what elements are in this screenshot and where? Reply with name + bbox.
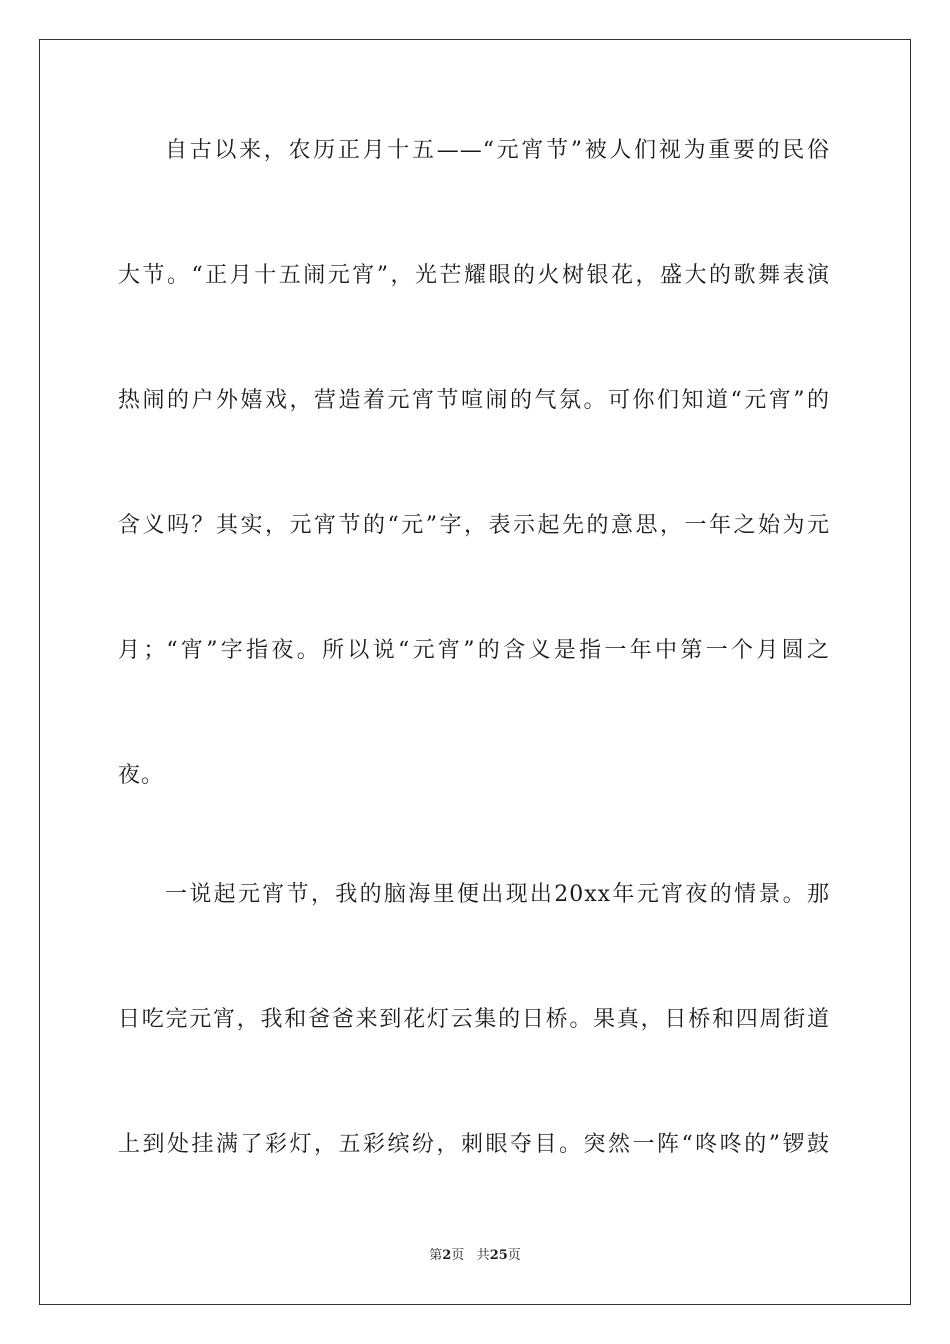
paragraph-1-line-6: 夜。	[118, 763, 165, 788]
paragraph-1-line-1: 自古以来，农历正月十五——“元宵节”被人们视为重要的民俗	[165, 138, 830, 163]
paragraph-1-line-2: 大节。“正月十五闹元宵”，光芒耀眼的火树银花，盛大的歌舞表演	[118, 263, 830, 288]
paragraph-2-line-2: 日吃完元宵，我和爸爸来到花灯云集的日桥。果真，日桥和四周街道	[118, 1007, 830, 1032]
paragraph-2-line-1: 一说起元宵节，我的脑海里便出现出20xx年元宵夜的情景。那	[165, 882, 830, 907]
footer-page-number: 2	[442, 1248, 452, 1263]
page-footer	[0, 1247, 950, 1265]
paragraph-2-line-3: 上到处挂满了彩灯，五彩缤纷，刺眼夺目。突然一阵“咚咚的”锣鼓	[118, 1132, 830, 1157]
paragraph-1-line-3: 热闹的户外嬉戏，营造着元宵节喧闹的气氛。可你们知道“元宵”的	[118, 388, 830, 413]
page-border	[39, 39, 911, 1305]
footer-total-prefix: 共	[476, 1248, 490, 1263]
footer-page-prefix: 第	[429, 1248, 443, 1263]
paragraph-1-line-4: 含义吗？其实，元宵节的“元”字，表示起先的意思，一年之始为元	[118, 513, 830, 538]
footer-total-suffix: 页	[507, 1248, 521, 1263]
paragraph-1-line-5: 月；“宵”字指夜。所以说“元宵”的含义是指一年中第一个月圆之	[118, 638, 830, 663]
footer-total-pages: 25	[489, 1248, 508, 1263]
footer-page-suffix: 页	[451, 1248, 465, 1263]
